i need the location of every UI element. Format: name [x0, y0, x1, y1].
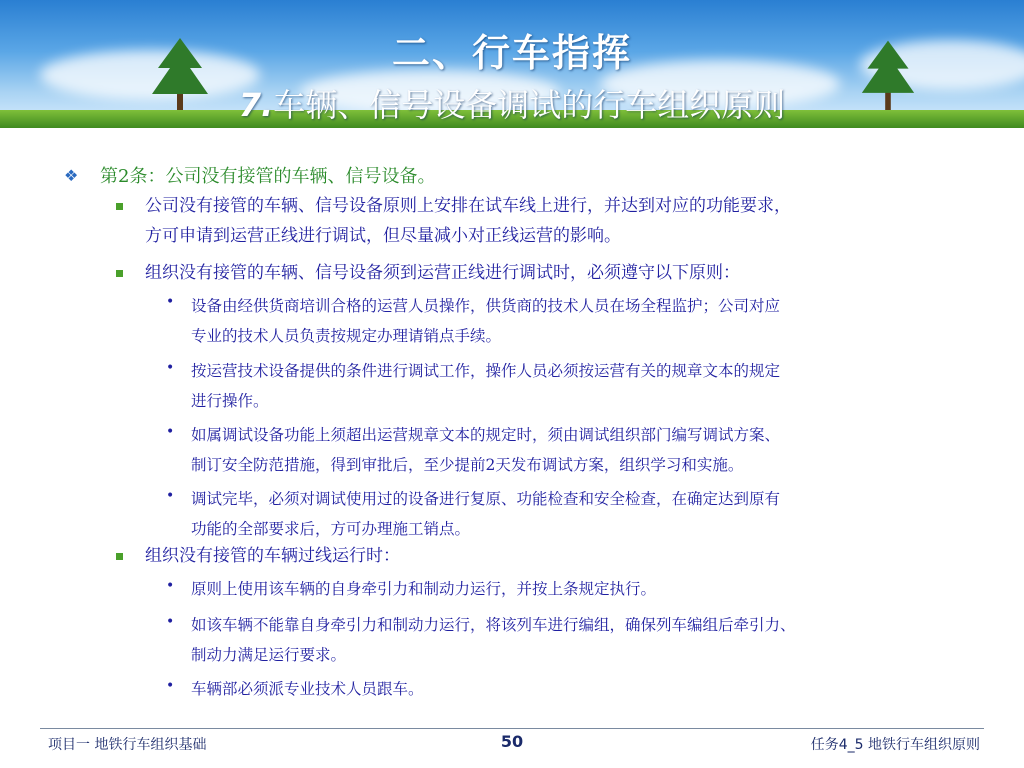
list-item: 组织没有接管的车辆过线运行时：	[145, 546, 400, 566]
dot-bullet-icon: •	[166, 294, 175, 310]
subtitle-text: 车辆、信号设备调试的行车组织原则	[273, 86, 786, 124]
sub-list-item-line: 专业的技术人员负责按规定办理请销点手续。	[191, 327, 502, 345]
square-bullet-icon	[116, 553, 123, 560]
dot-bullet-icon: •	[166, 360, 175, 376]
footer-task: 任务4_5 地铁行车组织原则	[810, 737, 980, 753]
subtitle-number: 7.	[238, 86, 274, 124]
sub-list-item	[191, 291, 961, 351]
page-title: 二、行车指挥	[391, 31, 632, 75]
sub-list-item-line: 功能的全部要求后，方可办理施工销点。	[191, 520, 471, 538]
list-item: 组织没有接管的车辆、信号设备须到运营正线进行调试时，必须遵守以下原则：	[145, 263, 740, 283]
sub-list-item: 原则上使用该车辆的自身牵引力和制动力运行，并按上条规定执行。	[191, 580, 657, 598]
sub-list-item-line: 如该车辆不能靠自身牵引力和制动力运行，将该列车进行编组，确保列车编组后牵引力、	[191, 616, 796, 634]
dot-bullet-icon: •	[166, 614, 175, 630]
list-item-line: 公司没有接管的车辆、信号设备原则上安排在试车线上进行，并达到对应的功能要求，	[145, 196, 791, 216]
square-bullet-icon	[116, 270, 123, 277]
dot-bullet-icon: •	[166, 578, 175, 594]
square-bullet-icon	[116, 203, 123, 210]
dot-bullet-icon: •	[166, 488, 175, 504]
sub-list-item-line: 进行操作。	[191, 392, 269, 410]
sub-list-item-line: 按运营技术设备提供的条件进行调试工作，操作人员必须按运营有关的规章文本的规定	[191, 362, 781, 380]
sub-list-item: 车辆部必须派专业技术人员跟车。	[191, 680, 424, 698]
footer-divider	[40, 728, 984, 729]
sub-list-item	[191, 484, 961, 544]
dot-bullet-icon: •	[166, 424, 175, 440]
dot-bullet-icon: •	[166, 678, 175, 694]
sub-list-item	[191, 610, 961, 670]
sub-list-item-line: 设备由经供货商培训合格的运营人员操作，供货商的技术人员在场全程监护；公司对应	[191, 297, 781, 315]
sub-list-item-line: 制动力满足运行要求。	[191, 646, 347, 664]
diamond-bullet-icon: ❖	[64, 166, 79, 185]
list-item-line: 方可申请到运营正线进行调试，但尽量减小对正线运营的影响。	[145, 226, 621, 246]
sub-list-item	[191, 420, 961, 480]
sub-list-item-line: 如属调试设备功能上须超出运营规章文本的规定时，须由调试组织部门编写调试方案、	[191, 426, 781, 444]
page-subtitle	[0, 80, 1024, 126]
sub-list-item	[191, 356, 961, 416]
sub-list-item-line: 调试完毕，必须对调试使用过的设备进行复原、功能检查和安全检查，在确定达到原有	[191, 490, 781, 508]
footer-project: 项目一 地铁行车组织基础	[48, 737, 207, 753]
page-number: 50	[500, 732, 524, 751]
header-banner	[0, 0, 1024, 128]
sub-list-item-line: 制订安全防范措施，得到审批后，至少提前2天发布调试方案，组织学习和实施。	[191, 456, 744, 474]
article-heading: 第2条：公司没有接管的车辆、信号设备。	[100, 166, 436, 187]
list-item	[145, 191, 975, 251]
